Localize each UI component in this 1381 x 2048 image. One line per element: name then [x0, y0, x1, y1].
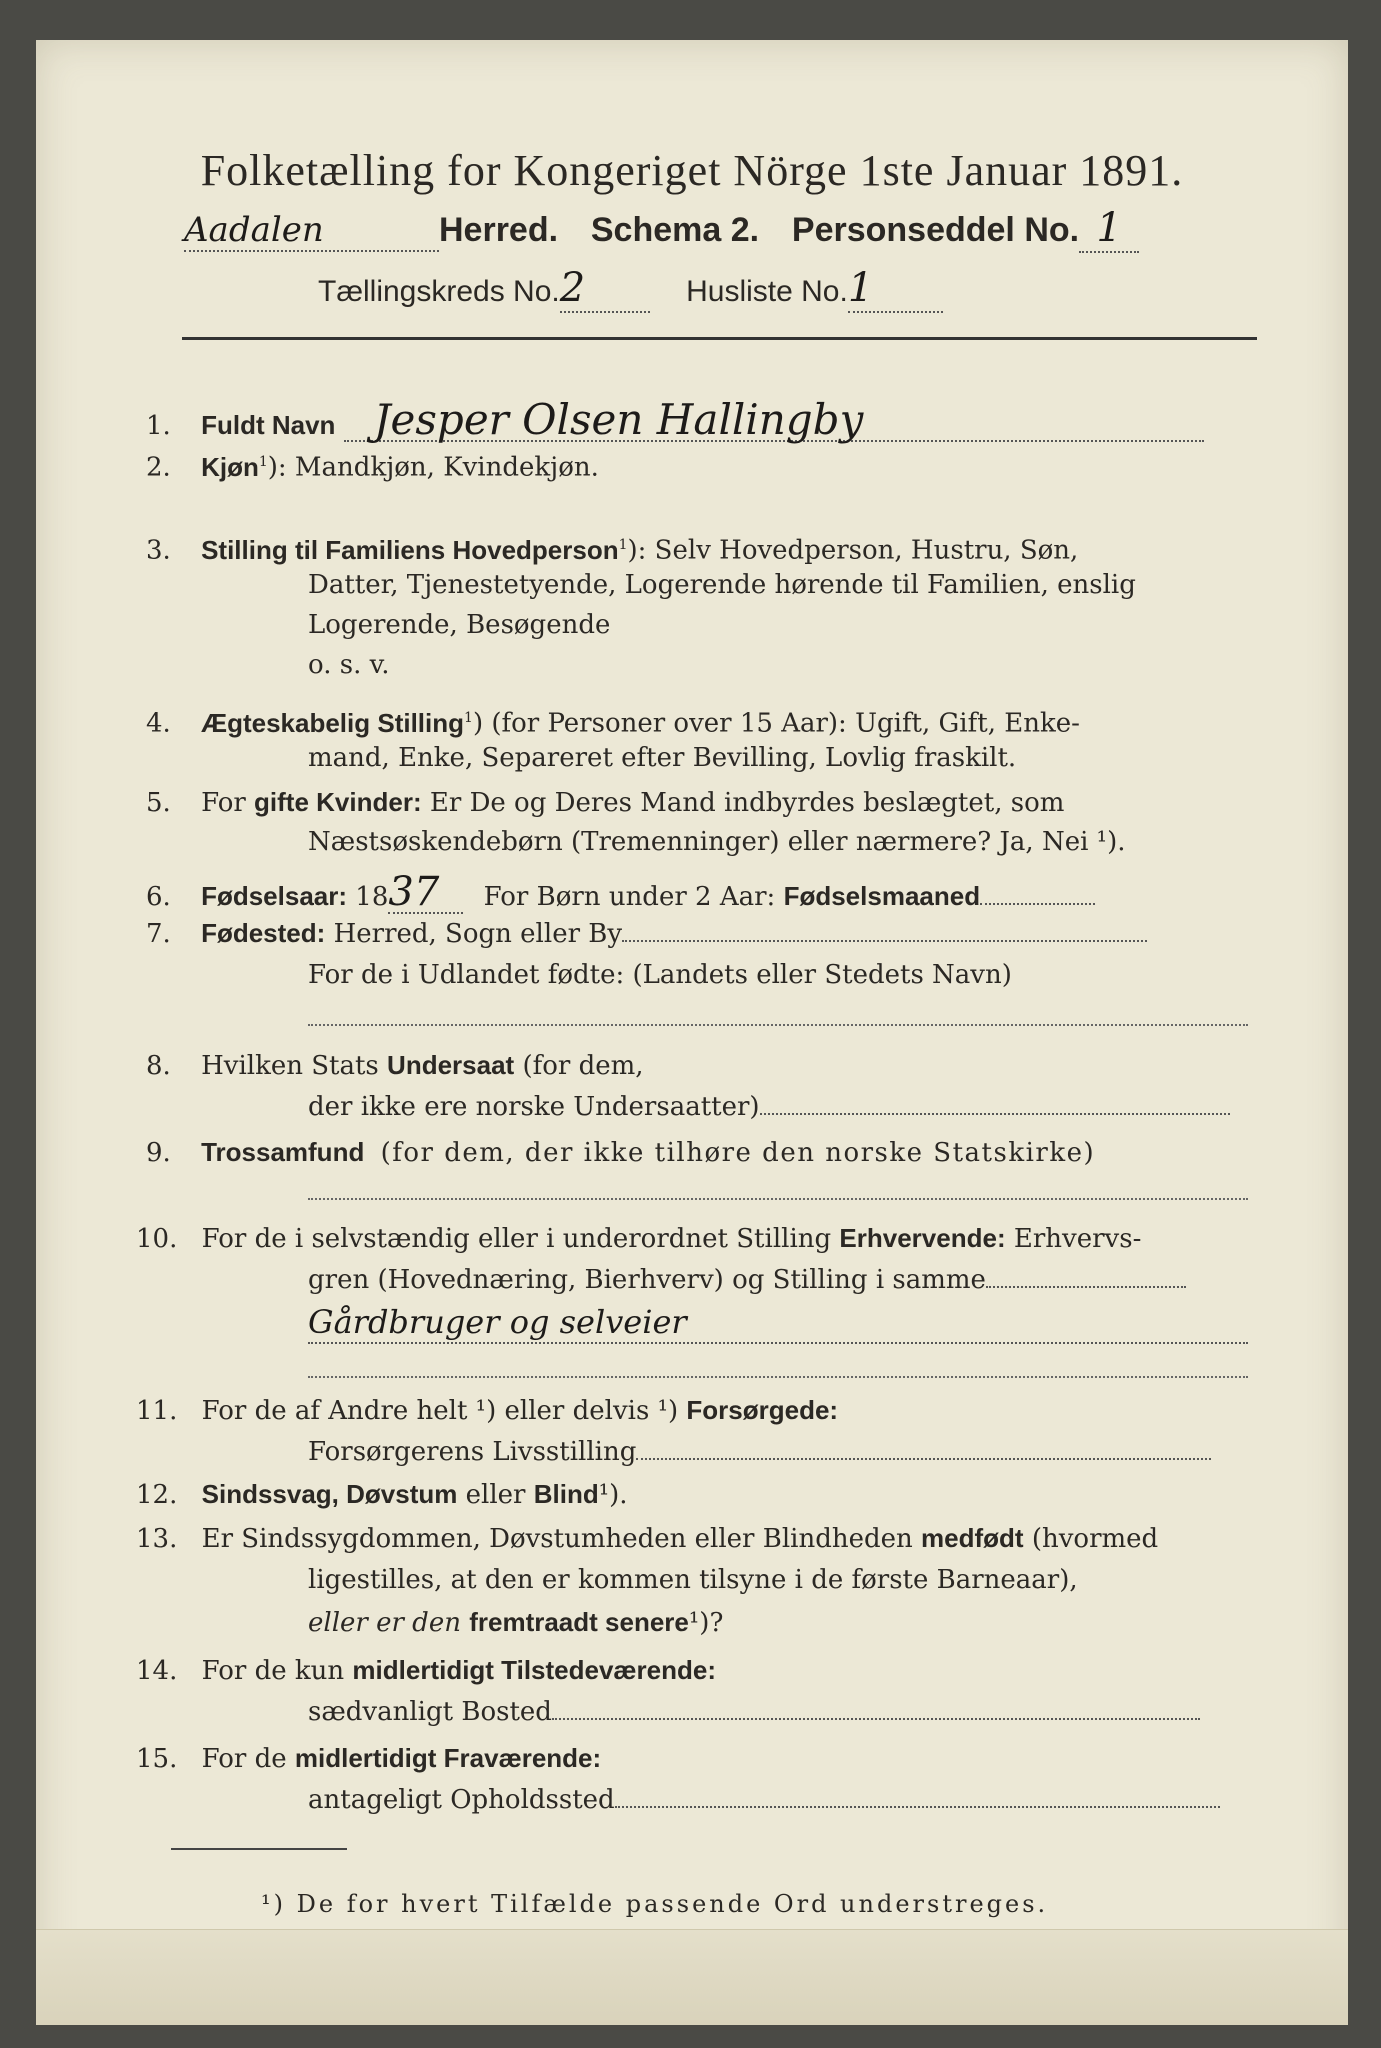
item-8-text1: Hvilken Stats: [201, 1051, 379, 1081]
item-15-number: 15.: [136, 1744, 178, 1774]
item-10-number: 10.: [136, 1224, 178, 1254]
item-5: [146, 782, 1064, 823]
item-10-text3: gren (Hovednæring, Bierhverv) og Stilling i samme: [308, 1265, 986, 1295]
item-12-number: 12.: [136, 1480, 178, 1510]
herred-label: Herred.: [439, 211, 559, 249]
item-4-number: 4.: [146, 708, 171, 739]
item-8: [146, 1045, 644, 1086]
header-rule: [182, 337, 1257, 340]
birth-year-label: Fødselsaar:: [201, 881, 348, 911]
herred-value: Aadalen: [184, 210, 439, 252]
footnote: ¹) De for hvert Tilfælde passende Ord understreges.: [261, 1890, 1049, 1918]
item-10-text1: For de i selvstændig eller i underordnet Stilling: [201, 1224, 832, 1254]
item-5-text1: Er De og Deres Mand indbyrdes beslægtet, som: [429, 788, 1065, 818]
item-9-number: 9.: [146, 1138, 171, 1168]
subject-label: Undersaat: [387, 1050, 515, 1080]
item-7-text1: Herred, Sogn eller By: [333, 919, 623, 949]
item-13-number: 13.: [136, 1524, 178, 1554]
item-9: [146, 1132, 1095, 1173]
paper-bottom-edge: [36, 1929, 1348, 2025]
item-6-number: 6.: [146, 882, 171, 912]
item-1: [146, 395, 1204, 446]
occupation-field-1: [986, 1286, 1186, 1288]
birth-year-value: 37: [388, 872, 463, 914]
item-11-line2: [308, 1432, 1211, 1472]
birthplace-label: Fødested:: [201, 918, 326, 948]
gender-options: ): Mandkjøn, Kvindekjøn.: [267, 452, 599, 483]
footnote-rule: [171, 1848, 347, 1850]
item-5-text2: Næstsøskendebørn (Tremenninger) eller nærmere? Ja, Nei ¹).: [308, 827, 1126, 857]
item-10-line2: [308, 1260, 1186, 1300]
item-2-sup: 1: [258, 454, 268, 470]
item-3-text4: o. s. v.: [308, 650, 390, 680]
usual-residence-field: [552, 1718, 1200, 1720]
later-onset-label: fremtraadt senere: [469, 1607, 689, 1637]
husliste-value: 1: [848, 265, 943, 313]
item-1-number: 1.: [146, 411, 171, 441]
item-15-line2: [308, 1780, 1220, 1820]
birth-year-prefix: 18: [355, 882, 389, 912]
kreds-value: 2: [560, 265, 650, 313]
item-12-text2: ¹).: [598, 1480, 628, 1510]
personseddel-label: Personseddel No.: [791, 211, 1080, 249]
item-13-text2: (hvormed: [1031, 1524, 1159, 1554]
item-10-line3: [308, 1302, 1248, 1345]
personseddel-value: 1: [1079, 205, 1139, 253]
item-9-text: (for dem, der ikke tilhøre den norske Statskirke): [380, 1138, 1096, 1168]
item-15: [136, 1738, 601, 1779]
supported-label: Forsørgede:: [686, 1395, 839, 1425]
census-form-sheet: [36, 40, 1348, 2025]
item-15-text2: antageligt Opholdssted: [308, 1785, 615, 1815]
disability-label: Sindssvag, Døvstum: [201, 1479, 458, 1509]
item-10-line4: [308, 1376, 1248, 1378]
married-women-label: gifte Kvinder:: [254, 787, 422, 817]
item-8-line2: [308, 1087, 1230, 1127]
item-13-text4: eller er den: [308, 1608, 461, 1638]
supporter-field: [636, 1458, 1211, 1460]
kreds-label: Tællingskreds No.: [318, 275, 560, 308]
item-9-line: [308, 1198, 1248, 1200]
item-14-number: 14.: [136, 1656, 178, 1686]
schema-label: Schema 2.: [590, 211, 760, 249]
subject-field: [760, 1113, 1230, 1115]
item-7-line: [308, 1024, 1248, 1026]
item-6-text: For Børn under 2 Aar:: [483, 882, 776, 912]
item-5-number: 5.: [146, 788, 171, 818]
item-2: [146, 442, 599, 488]
full-name-value: Jesper Olsen Hallingby: [344, 400, 1204, 442]
congenital-label: medfødt: [921, 1523, 1024, 1553]
item-4-text2: mand, Enke, Separeret efter Bevilling, Lovlig fraskilt.: [308, 743, 1017, 773]
religion-label: Trossamfund: [201, 1137, 365, 1167]
item-13-text1: Er Sindssygdommen, Døvstumheden eller Blindheden: [201, 1524, 913, 1554]
marital-status-label: Ægteskabelig Stilling: [201, 707, 465, 738]
form-title: Folketælling for Kongeriget Nörge 1ste Januar 1891.: [200, 146, 1184, 195]
item-8-text3: der ikke ere norske Undersaatter): [308, 1092, 760, 1122]
item-7-text2: For de i Udlandet fødte: (Landets eller Stedets Navn): [308, 960, 1012, 990]
occupation-value: Gårdbruger og selveier: [308, 1302, 1248, 1344]
item-4-text1: ) (for Personer over 15 Aar): Ugift, Gift, Enke-: [472, 708, 1080, 739]
husliste-label: Husliste No.: [686, 275, 848, 308]
item-14-line2: [308, 1692, 1200, 1732]
item-3-text3: Logerende, Besøgende: [308, 610, 611, 640]
birth-month-field: [980, 903, 1095, 905]
item-2-number: 2.: [146, 452, 171, 483]
blind-label: Blind: [533, 1479, 599, 1509]
item-12-text1: eller: [465, 1480, 526, 1510]
item-6: [146, 869, 1095, 917]
item-3-text1: ): Selv Hovedperson, Hustru, Søn,: [627, 535, 1079, 566]
birth-month-label: Fødselsmaaned: [783, 881, 981, 911]
item-14: [136, 1650, 716, 1691]
item-15-text1: For de: [201, 1744, 287, 1774]
item-11-text2: Forsørgerens Livsstilling: [308, 1437, 637, 1467]
item-14-text2: sædvanligt Bosted: [308, 1697, 552, 1727]
family-position-label: Stilling til Familiens Hovedperson: [201, 534, 619, 565]
kreds-line: [318, 265, 943, 313]
item-12: [136, 1474, 628, 1515]
item-8-text2: (for dem,: [522, 1051, 644, 1081]
birthplace-field: [622, 940, 1147, 942]
occupation-label: Erhvervende:: [839, 1223, 1006, 1253]
item-11: [136, 1390, 838, 1431]
temporary-present-label: midlertidigt Tilstedeværende:: [352, 1655, 716, 1685]
item-14-text1: For de kun: [201, 1656, 345, 1686]
item-13: [136, 1518, 1158, 1559]
item-13-text3: ligestilles, at den er kommen tilsyne i de første Barneaar),: [308, 1565, 1078, 1595]
item-8-number: 8.: [146, 1051, 171, 1081]
item-5-pre: For: [201, 788, 246, 818]
item-11-number: 11.: [136, 1396, 178, 1426]
temporary-absent-label: midlertidigt Fraværende:: [294, 1743, 602, 1773]
item-7: [146, 913, 1147, 954]
item-4: [146, 698, 1080, 744]
item-13-line3: [308, 1602, 723, 1643]
item-3-text2: Datter, Tjenestetyende, Logerende hørende til Familien, enslig: [308, 570, 1136, 600]
item-13-text5: ¹)?: [688, 1608, 724, 1638]
item-7-number: 7.: [146, 919, 171, 949]
item-3-sup: 1: [618, 537, 628, 553]
item-3-number: 3.: [146, 535, 171, 566]
gender-label: Kjøn: [201, 451, 259, 482]
item-4-sup: 1: [464, 710, 473, 726]
full-name-label: Fuldt Navn: [201, 410, 336, 440]
item-11-text1: For de af Andre helt ¹) eller delvis ¹): [201, 1396, 679, 1426]
whereabouts-field: [615, 1806, 1220, 1808]
item-10: [136, 1218, 1141, 1259]
herred-line: [184, 205, 1139, 253]
item-3: [146, 525, 1078, 571]
item-10-text2: Erhvervs-: [1013, 1224, 1142, 1254]
